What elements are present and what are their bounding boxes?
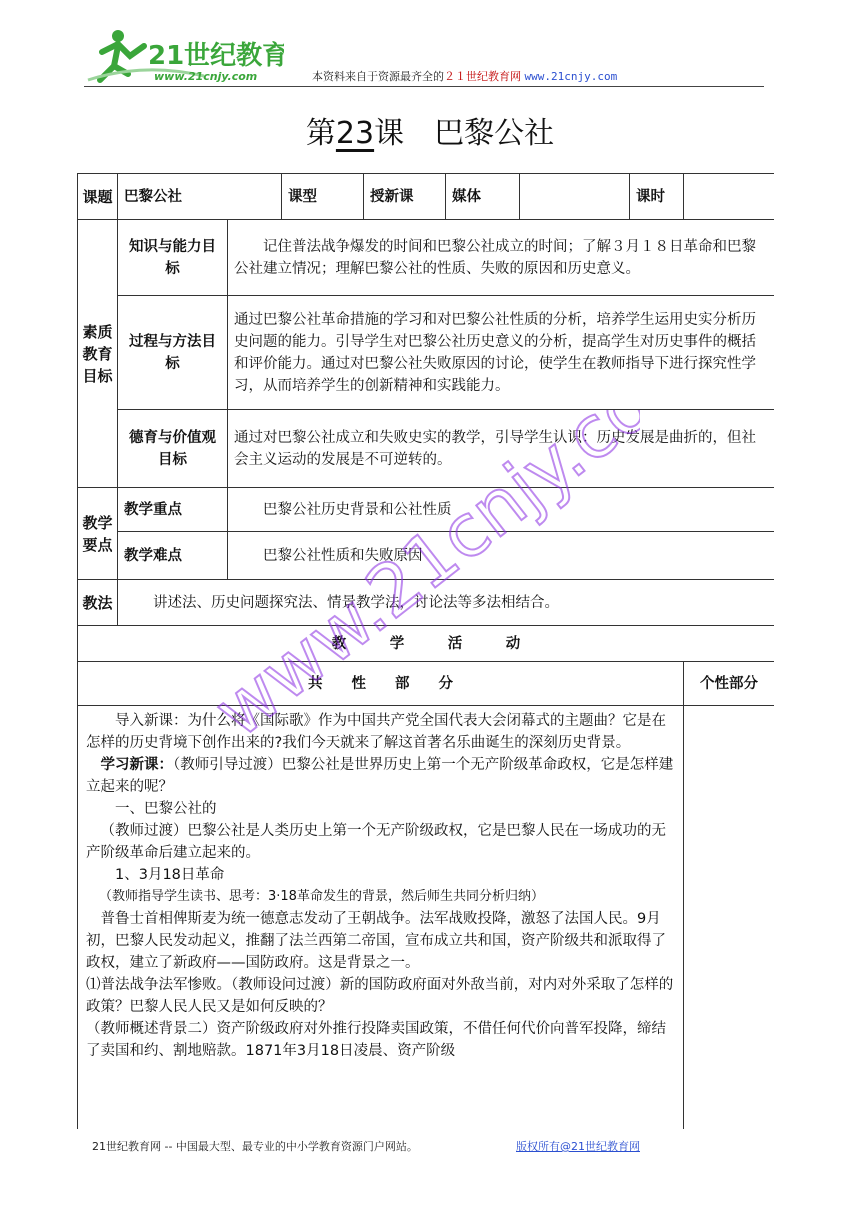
- lesson-plan-frame: [77, 173, 774, 1129]
- source-prefix: 本资料来自于资源最齐全的: [312, 70, 444, 83]
- new-lesson-label: 学习新课：: [100, 757, 173, 773]
- media-label: 媒体: [446, 174, 520, 220]
- info-row: [78, 174, 775, 220]
- type-value: 授新课: [364, 174, 446, 220]
- source-line: [312, 68, 617, 84]
- site-logo: [84, 22, 284, 86]
- subsection-heading: 1、3月18日革命: [115, 867, 225, 883]
- method-text: 讲述法、历史问题探究法、情景教学法，讨论法等多法相结合。: [118, 580, 775, 626]
- topic-label: 课题: [78, 174, 118, 220]
- lesson-title: [0, 108, 860, 152]
- hours-label: 课时: [630, 174, 684, 220]
- common-heading-row: [78, 662, 775, 706]
- topic-value: 巴黎公社: [118, 174, 282, 220]
- difficulty-text: 巴黎公社性质和失败原因: [228, 532, 775, 580]
- source-url-link[interactable]: www.21cnjy.com: [524, 70, 618, 83]
- knowledge-goal-text: 记住普法战争爆发的时间和巴黎公社成立的时间；了解３月１８日革命和巴黎公社建立情况；理解巴黎公社的性质、失败的原因和历史意义。: [228, 220, 775, 296]
- logo-url: www.21cnjy.com: [154, 70, 258, 83]
- title-prefix: 第: [305, 116, 336, 151]
- background-one-paragraph: 普鲁士首相俾斯麦为统一德意志发动了王朝战争。法军战败投降，激怒了法国人民。9月初，巴黎人民发动起义，推翻了法兰西第二帝国，宣布成立共和国，资产阶级共和派取得了政权，建立了新政府——国防政府。这是背景之一。: [86, 911, 666, 971]
- title-suffix: 课 巴黎公社: [374, 116, 555, 151]
- header-divider: [84, 86, 764, 87]
- lesson-number: 23: [335, 116, 375, 151]
- new-lesson-text: （教师引导过渡）巴黎公社是世界历史上第一个无产阶级革命政权，它是怎样建立起来的呢？: [86, 757, 674, 795]
- personal-heading: 个性部分: [684, 662, 775, 706]
- method-row: [78, 580, 775, 626]
- goals-section-label: 素质教育目标: [78, 220, 118, 488]
- process-goal-text: 通过巴黎公社革命措施的学习和对巴黎公社性质的分析，培养学生运用史实分析历史问题的能力。引导学生对巴黎公社历史意义的分析，提高学生对历史事件的概括和评价能力。通过对巴黎公社失败原因的讨论，使学生在教师指导下进行探究性学习，从而培养学生的创新精神和实践能力。: [228, 296, 775, 410]
- hours-value: [684, 174, 775, 220]
- moral-goal-text: 通过对巴黎公社成立和失败史实的教学，引导学生认识：历史发展是曲折的，但社会主义运动的发展是不可逆转的。: [228, 410, 775, 488]
- method-label: 教法: [78, 580, 118, 626]
- personal-content: [684, 706, 775, 1130]
- watermark-text: www.21cnjy.com: [198, 410, 640, 754]
- focus-text: 巴黎公社历史背景和公社性质: [228, 488, 775, 532]
- footer-copyright-link[interactable]: 版权所有@21世纪教育网: [516, 1140, 640, 1153]
- common-heading: 共 性 部 分: [78, 662, 684, 706]
- section-heading: 一、巴黎公社的: [115, 801, 217, 817]
- knowledge-goal-label: 知识与能力目标: [118, 220, 228, 296]
- lesson-plan-table: [77, 173, 774, 1129]
- focus-label: 教学重点: [118, 488, 228, 532]
- focus-row: [78, 488, 775, 532]
- background-two-paragraph: （教师概述背景二）资产阶级政府对外推行投降卖国政策，不借任何代价向普军投降，缔结了卖国和约、割地赔款。1871年3月18日凌晨、资产阶级: [86, 1021, 666, 1059]
- teacher-guide-note: （教师指导学生读书、思考：3·18革命发生的背景，然后师生共同分析归纳）: [99, 889, 544, 904]
- footer-left: 21世纪教育网 -- 中国最大型、最专业的中小学教育资源门户网站。: [92, 1140, 418, 1153]
- common-content: [78, 706, 684, 1130]
- intro-paragraph: 导入新课：为什么将《国际歌》作为中国共产党全国代表大会闭幕式的主题曲？它是在怎样的历史背境下创作出来的?我们今天就来了解这首著名乐曲诞生的深刻历史背景。: [86, 713, 666, 751]
- type-label: 课型: [282, 174, 364, 220]
- moral-goal-row: [78, 410, 775, 488]
- process-goal-label: 过程与方法目标: [118, 296, 228, 410]
- activities-heading-row: [78, 626, 775, 662]
- difficulty-label: 教学难点: [118, 532, 228, 580]
- source-site: ２１世纪教育网: [444, 70, 521, 83]
- transition-paragraph: （教师过渡）巴黎公社是人类历史上第一个无产阶级政权，它是巴黎人民在一场成功的无产阶级革命后建立起来的。: [86, 823, 666, 861]
- moral-goal-label: 德育与价值观目标: [118, 410, 228, 488]
- process-goal-row: [78, 296, 775, 410]
- franco-prussian-paragraph: ⑴普法战争法军惨败。（教师设问过渡）新的国防政府面对外敌当前，对内对外采取了怎样的政策？巴黎人民人民又是如何反映的？: [86, 977, 674, 1015]
- new-lesson-paragraph: [86, 754, 675, 798]
- logo-text: 21世纪教育: [148, 41, 284, 71]
- activities-heading: 教 学 活 动: [78, 626, 775, 662]
- knowledge-goal-row: [78, 220, 775, 296]
- footer: [92, 1138, 640, 1154]
- key-points-label: 教学要点: [78, 488, 118, 580]
- body-row: [78, 706, 775, 1130]
- difficulty-row: [78, 532, 775, 580]
- media-value: [520, 174, 630, 220]
